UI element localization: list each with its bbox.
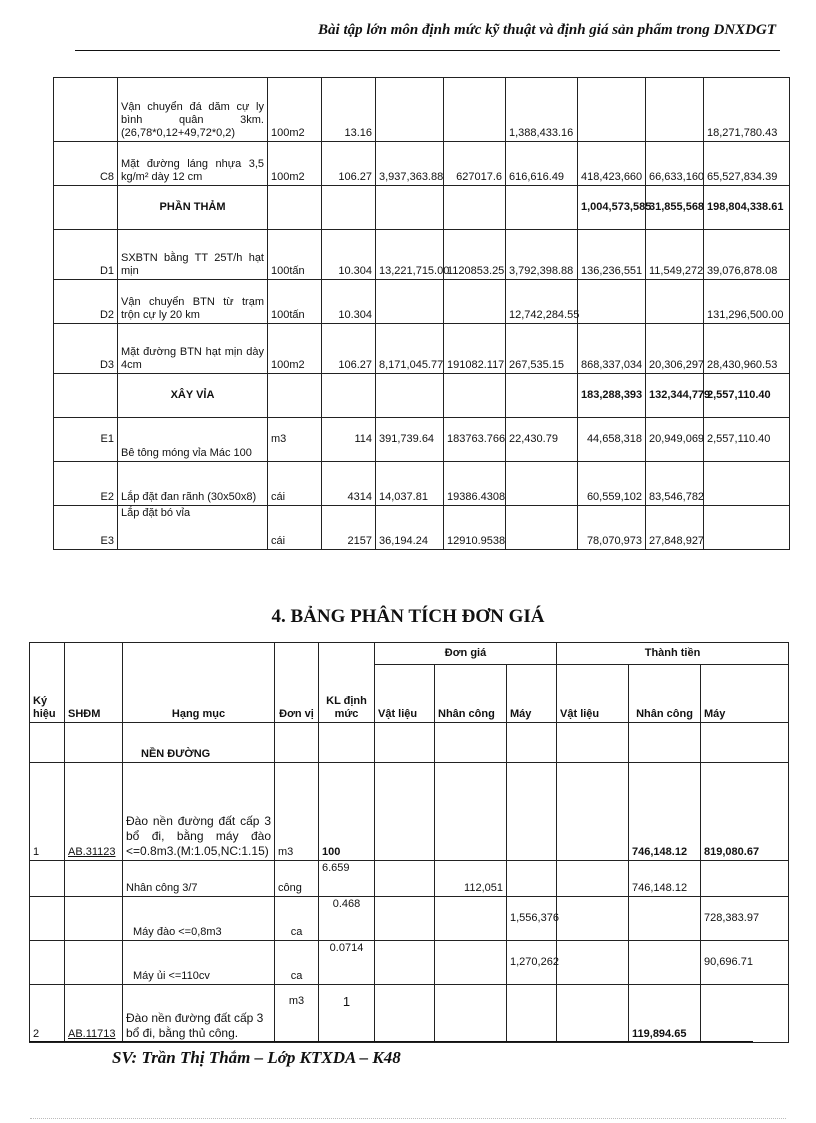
row-price-material: 8,171,045.77: [376, 324, 444, 374]
row-description: Máy ủi <=110cv: [123, 941, 275, 985]
header-kyhieu: Ký hiệu: [30, 643, 65, 723]
row-price-labor: 12910.9538: [444, 506, 506, 550]
row-total-material: 60,559,102: [578, 462, 646, 506]
row-dg-nc: [435, 985, 507, 1043]
row-tt-vl: [557, 861, 629, 897]
row-dg-m: [507, 763, 557, 861]
row-tt-vl: [557, 763, 629, 861]
row-code: D3: [54, 324, 118, 374]
header-kl: KL định mức: [319, 643, 375, 723]
row-kyhieu: 1: [30, 763, 65, 861]
row-tt-nc: 119,894.65: [629, 985, 701, 1043]
row-total-material: [578, 280, 646, 324]
row-quantity: 10.304: [322, 280, 376, 324]
row-quantity: 114: [322, 418, 376, 462]
footer-rule: [29, 1041, 753, 1042]
row-unit: 100tấn: [268, 280, 322, 324]
table-row: [54, 142, 790, 186]
row-description: Mặt đường BTN hạt mịn dày 4cm: [118, 324, 268, 374]
row-tt-m: 90,696.71: [701, 941, 789, 985]
section-label: XÂY VỈA: [118, 374, 268, 418]
row-quantity: 2157: [322, 506, 376, 550]
section-label: NỀN ĐƯỜNG: [123, 723, 275, 763]
header-tt-may: Máy: [701, 665, 789, 723]
section-total-labor: 31,855,568: [646, 186, 704, 230]
row-code: D2: [54, 280, 118, 324]
row-price-machine: [506, 462, 578, 506]
page-bottom-border: [30, 1118, 786, 1119]
row-total-machine: 65,527,834.39: [704, 142, 790, 186]
section-total-machine: 2,557,110.40: [704, 374, 790, 418]
row-price-material: 13,221,715.00: [376, 230, 444, 280]
row-description: Lắp đặt đan rãnh (30x50x8): [118, 462, 268, 506]
row-shdm: [65, 941, 123, 985]
section-total-material: 1,004,573,585: [578, 186, 646, 230]
row-quantity: 106.27: [322, 324, 376, 374]
row-price-labor: 191082.117: [444, 324, 506, 374]
row-dg-vl: [375, 897, 435, 941]
row-total-machine: 2,557,110.40: [704, 418, 790, 462]
row-kl: 0.468: [319, 897, 375, 941]
row-total-material: [578, 78, 646, 142]
row-unit: cái: [268, 506, 322, 550]
row-unit: m3: [275, 763, 319, 861]
header-tt-nhancong: Nhân công: [629, 665, 701, 723]
header-dg-nhancong: Nhân công: [435, 665, 507, 723]
table-section-row: [54, 186, 790, 230]
row-total-labor: [646, 280, 704, 324]
row-description: Nhân công 3/7: [123, 861, 275, 897]
row-price-material: 36,194.24: [376, 506, 444, 550]
row-kl: 100: [319, 763, 375, 861]
row-tt-vl: [557, 941, 629, 985]
row-shdm: [65, 861, 123, 897]
row-dg-m: 1,270,262: [507, 941, 557, 985]
table-row: [30, 897, 789, 941]
header-row: [30, 643, 789, 665]
table-row: [54, 418, 790, 462]
row-kl: 6.659: [319, 861, 375, 897]
row-description: Máy đào <=0,8m3: [123, 897, 275, 941]
row-description: Vận chuyển đá dăm cự ly bình quân 3km.(26,78*0,12+49,72*0,2): [118, 78, 268, 142]
row-unit: ca: [275, 941, 319, 985]
row-unit: công: [275, 861, 319, 897]
row-dg-m: [507, 985, 557, 1043]
row-dg-vl: [375, 763, 435, 861]
row-unit: 100m2: [268, 324, 322, 374]
row-shdm: AB.31123: [65, 763, 123, 861]
row-code: E1: [54, 418, 118, 462]
row-total-labor: 66,633,160: [646, 142, 704, 186]
row-total-labor: [646, 78, 704, 142]
row-dg-vl: [375, 941, 435, 985]
row-total-material: 868,337,034: [578, 324, 646, 374]
section-total-material: 183,288,393: [578, 374, 646, 418]
row-code: E3: [54, 506, 118, 550]
row-price-machine: 12,742,284.55: [506, 280, 578, 324]
row-price-labor: 1120853.25: [444, 230, 506, 280]
row-unit: m3: [275, 985, 319, 1043]
row-total-labor: 27,848,927: [646, 506, 704, 550]
row-description: Đào nền đường đất cấp 3 bổ đi, bằng thủ công.: [123, 985, 275, 1043]
row-description: Vận chuyển BTN từ trạm trộn cự ly 20 km: [118, 280, 268, 324]
row-dg-nc: 112,051: [435, 861, 507, 897]
row-total-machine: 39,076,878.08: [704, 230, 790, 280]
row-kyhieu: 2: [30, 985, 65, 1043]
row-price-machine: 3,792,398.88: [506, 230, 578, 280]
row-price-machine: 22,430.79: [506, 418, 578, 462]
row-code: [54, 78, 118, 142]
row-dg-vl: [375, 985, 435, 1043]
row-dg-nc: [435, 897, 507, 941]
header-dongia: Đơn giá: [375, 643, 557, 665]
row-price-machine: [506, 506, 578, 550]
row-kl: 1: [319, 985, 375, 1043]
row-kyhieu: [30, 861, 65, 897]
row-unit: 100m2: [268, 142, 322, 186]
row-price-machine: 1,388,433.16: [506, 78, 578, 142]
row-description: SXBTN bằng TT 25T/h hạt mịn: [118, 230, 268, 280]
row-tt-nc: 746,148.12: [629, 763, 701, 861]
row-price-machine: 616,616.49: [506, 142, 578, 186]
row-price-labor: [444, 78, 506, 142]
row-tt-nc: 746,148.12: [629, 861, 701, 897]
header-tt-vatlieu: Vật liệu: [557, 665, 629, 723]
row-unit: 100m2: [268, 78, 322, 142]
section-total-machine: 198,804,338.61: [704, 186, 790, 230]
row-unit: ca: [275, 897, 319, 941]
section-label: PHẦN THẢM: [118, 186, 268, 230]
row-dg-nc: [435, 763, 507, 861]
table-row: [30, 941, 789, 985]
row-tt-vl: [557, 985, 629, 1043]
row-kyhieu: [30, 897, 65, 941]
row-unit: m3: [268, 418, 322, 462]
row-tt-m: 728,383.97: [701, 897, 789, 941]
row-total-labor: 83,546,782: [646, 462, 704, 506]
header-dg-may: Máy: [507, 665, 557, 723]
row-quantity: 4314: [322, 462, 376, 506]
row-shdm: [65, 897, 123, 941]
row-description: Đào nền đường đất cấp 3 bổ đi, bằng máy đào <=0.8m3.(M:1.05,NC:1.15): [123, 763, 275, 861]
row-price-labor: 183763.766: [444, 418, 506, 462]
row-price-labor: 627017.6: [444, 142, 506, 186]
row-code: D1: [54, 230, 118, 280]
page-header-title: Bài tập lớn môn định mức kỹ thuật và định giá sản phẩm trong DNXDGT: [318, 22, 776, 38]
row-total-material: 78,070,973: [578, 506, 646, 550]
row-kyhieu: [30, 941, 65, 985]
row-price-material: [376, 78, 444, 142]
header-shdm: SHĐM: [65, 643, 123, 723]
table-row: [54, 506, 790, 550]
section-heading: 4. BẢNG PHÂN TÍCH ĐƠN GIÁ: [271, 606, 545, 627]
row-quantity: 106.27: [322, 142, 376, 186]
header-thanhtien: Thành tiền: [557, 643, 789, 665]
row-dg-nc: [435, 941, 507, 985]
table-row: [54, 324, 790, 374]
unit-price-analysis-table: [29, 642, 789, 1043]
row-price-material: 3,937,363.88: [376, 142, 444, 186]
row-total-machine: 18,271,780.43: [704, 78, 790, 142]
row-price-labor: 19386.4308: [444, 462, 506, 506]
row-tt-nc: [629, 941, 701, 985]
row-price-material: [376, 280, 444, 324]
row-quantity: 13.16: [322, 78, 376, 142]
row-unit: cái: [268, 462, 322, 506]
table-row: [30, 861, 789, 897]
row-tt-m: [701, 861, 789, 897]
table-section-row: [54, 374, 790, 418]
row-price-labor: [444, 280, 506, 324]
row-total-machine: [704, 462, 790, 506]
table-section-row: [30, 723, 789, 763]
row-total-material: 136,236,551: [578, 230, 646, 280]
table-row: [30, 985, 789, 1043]
row-total-labor: 11,549,272: [646, 230, 704, 280]
header-hangmuc: Hạng mục: [123, 643, 275, 723]
row-quantity: 10.304: [322, 230, 376, 280]
row-tt-vl: [557, 897, 629, 941]
row-description: Bê tông móng vỉa Mác 100: [118, 418, 268, 462]
row-tt-m: [701, 985, 789, 1043]
row-dg-m: [507, 861, 557, 897]
row-total-machine: [704, 506, 790, 550]
row-dg-m: 1,556,376: [507, 897, 557, 941]
row-shdm: AB.11713: [65, 985, 123, 1043]
header-dg-vatlieu: Vật liệu: [375, 665, 435, 723]
row-total-labor: 20,949,069: [646, 418, 704, 462]
table-row: [54, 230, 790, 280]
header-donvi: Đơn vị: [275, 643, 319, 723]
table-row: [30, 763, 789, 861]
row-tt-m: 819,080.67: [701, 763, 789, 861]
row-price-material: 391,739.64: [376, 418, 444, 462]
row-description: Mặt đường láng nhựa 3,5 kg/m² dày 12 cm: [118, 142, 268, 186]
table-row: [54, 78, 790, 142]
row-kl: 0.0714: [319, 941, 375, 985]
row-total-material: 418,423,660: [578, 142, 646, 186]
row-unit: 100tấn: [268, 230, 322, 280]
table-row: [54, 280, 790, 324]
table-row: [54, 462, 790, 506]
row-dg-vl: [375, 861, 435, 897]
row-price-machine: 267,535.15: [506, 324, 578, 374]
row-code: C8: [54, 142, 118, 186]
cost-table-continued: [53, 77, 790, 550]
row-code: E2: [54, 462, 118, 506]
row-total-labor: 20,306,297: [646, 324, 704, 374]
row-description: Lắp đặt bó vỉa: [118, 506, 268, 550]
header-rule: [75, 50, 780, 51]
row-tt-nc: [629, 897, 701, 941]
row-price-material: 14,037.81: [376, 462, 444, 506]
footer-student-info: SV: Trần Thị Thắm – Lớp KTXDA – K48: [112, 1048, 401, 1067]
row-total-machine: 131,296,500.00: [704, 280, 790, 324]
row-total-machine: 28,430,960.53: [704, 324, 790, 374]
section-total-labor: 132,344,779: [646, 374, 704, 418]
row-total-material: 44,658,318: [578, 418, 646, 462]
